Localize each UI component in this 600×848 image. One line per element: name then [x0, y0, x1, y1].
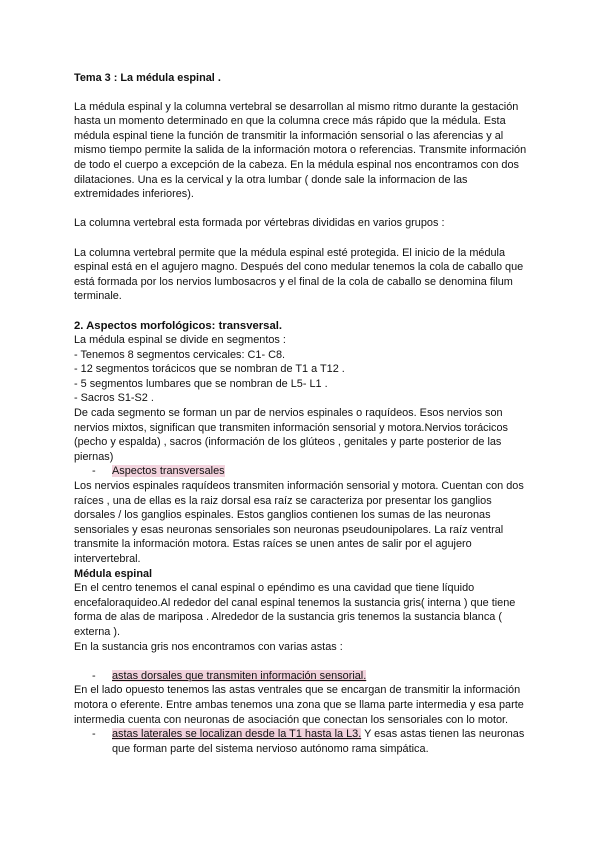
- page-title: Tema 3 : La médula espinal .: [74, 72, 221, 84]
- bullet-dash: -: [92, 728, 96, 741]
- segment-item: - Sacros S1-S2 .: [74, 392, 154, 405]
- highlight-text: astas dorsales que transmiten información sensorial.: [112, 669, 367, 682]
- spacer: [74, 231, 534, 246]
- spacer: [74, 202, 534, 217]
- medula-heading: Médula espinal: [74, 567, 153, 580]
- segment-item: - Tenemos 8 segmentos cervicales: C1- C8.: [74, 348, 286, 361]
- segment-item: - 5 segmentos lumbares que se nombran de L5- L1 .: [74, 377, 328, 390]
- astas-intro: En la sustancia gris nos encontramos con varias astas :: [74, 640, 343, 653]
- nervios-paragraph: De cada segmento se forman un par de nervios espinales o raquídeos. Esos nervios son nervios mixtos, significan que transmiten información sensorial y motora.Nervios torácicos (pecho y espalda) , sacros (información de los glúteos , genitales y parte posterior de las piernas): [74, 407, 508, 463]
- ventrales-paragraph: En el lado opuesto tenemos las astas ventrales que se encargan de transmitir la información motora o eferente. Entre ambas tenemos una zona que se llama parte intermedia y esa parte intermedia cuenta con neuronas de asociación que conectan los sensoriales con lo motor.: [74, 684, 524, 726]
- intro-paragraph: La médula espinal y la columna vertebral se desarrollan al mismo ritmo durante la gestación hasta un momento determinado en que la columna crece más rápido que la médula. Esta médula espinal tiene la función de transmitir la información sensorial o las aferencias y al mismo tiempo permite la salida de la información motora o referencias. Transmite información de todo el cuerpo a excepción de la cabeza. En la médula espinal nos encontramos con dos dilataciones. Una es la cervical y la otra lumbar ( donde sale la informacion de las extremidades inferiores).: [74, 100, 527, 201]
- segments-intro: La médula espinal se divide en segmentos :: [74, 334, 286, 347]
- section-2-heading: 2. Aspectos morfológicos: transversal.: [74, 319, 283, 332]
- highlight-text: Aspectos transversales: [112, 465, 225, 478]
- bullet-dash: -: [92, 465, 96, 478]
- spacer: [74, 304, 534, 319]
- raices-paragraph: Los nervios espinales raquídeos transmiten información sensorial y motora. Cuentan con dos raíces , una de ellas es la raiz dorsal esa raíz se caracteriza por presentar los ganglios dorsales / los ganglios espinales. Estos ganglios contienen los sumas de las neuronas sensoriales y esas neuronas sensoriales son neuronas pseudounipolares. La raíz ventral transmite la información motora. Estas raíces se unen antes de salir por el agujero intervertebral.: [74, 480, 524, 565]
- bullet-laterales-rest: Y esas astas tienen las neuronas que forman parte del sistema nervioso autónomo rama simpática.: [112, 728, 525, 755]
- bullet-dash: -: [92, 669, 96, 682]
- columna-paragraph-1: La columna vertebral esta formada por vértebras divididas en varios grupos :: [74, 217, 445, 230]
- medula-paragraph: En el centro tenemos el canal espinal o epéndimo es una cavidad que tiene líquido encefaloraquideo.Al rededor del canal espinal tenemos la sustancia gris( interna ) que tiene forma de alas de mariposa . Alrededor de la sustancia gris tenemos la sustancia blanca ( externa ).: [74, 582, 516, 638]
- highlight-text: astas laterales se localizan desde la T1 hasta la L3.: [112, 728, 362, 741]
- segment-item: - 12 segmentos torácicos que se nombran de T1 a T12 .: [74, 363, 345, 376]
- bullet-astas-laterales: [74, 727, 534, 756]
- document-page: [74, 71, 534, 756]
- spacer: [74, 654, 534, 669]
- bullet-aspectos-transversales: [74, 464, 534, 479]
- bullet-astas-dorsales: [74, 669, 534, 684]
- columna-paragraph-2: La columna vertebral permite que la médula espinal esté protegida. El inicio de la médula espinal está en el agujero magno. Después del cono medular tenemos la cola de caballo que está formada por los nervios lumbosacros y el final de la cola de caballo se denomina filum terminale.: [74, 246, 524, 303]
